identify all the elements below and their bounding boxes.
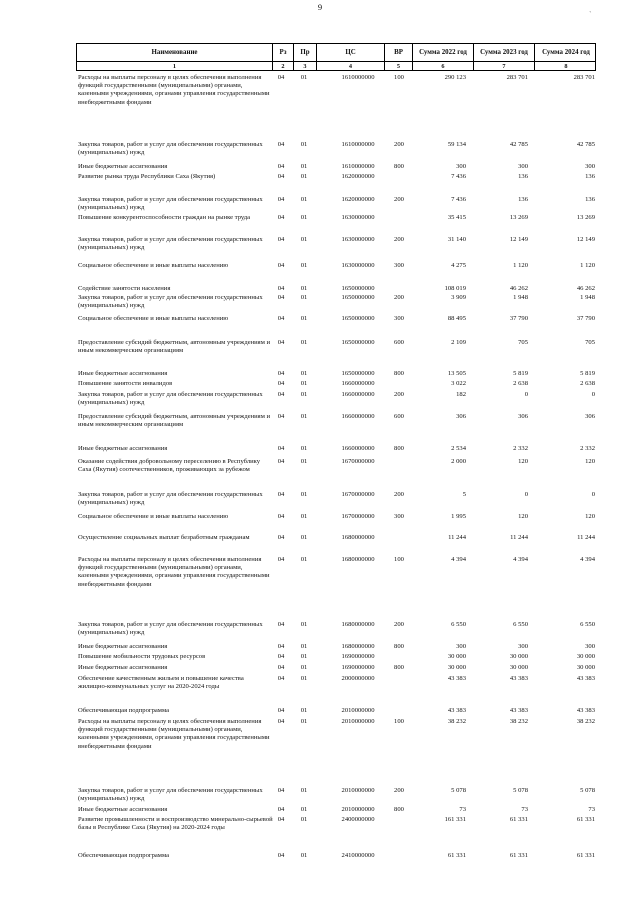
row-name: Закупка товаров, работ и услуг для обеспечения государственных (муниципальных) нужд (78, 236, 263, 252)
column-number: 7 (474, 62, 535, 70)
column-number: 6 (413, 62, 474, 70)
header-sum-2023: Сумма 2023 год (474, 44, 535, 61)
row-sum-2024: 5 078 (580, 787, 595, 794)
row-rz: 04 (277, 806, 285, 813)
row-vr: 200 (394, 787, 404, 794)
row-sum-2024: 43 383 (576, 707, 595, 714)
row-sum-2024: 2 638 (580, 380, 595, 387)
row-sum-2022: 30 000 (447, 664, 466, 671)
row-cs: 1690000000 (341, 653, 375, 660)
row-cs: 1670000000 (341, 491, 375, 498)
row-pr: 01 (300, 262, 308, 269)
row-cs: 1620000000 (341, 173, 375, 180)
row-cs: 2410000000 (341, 852, 375, 859)
row-vr: 800 (394, 370, 404, 377)
row-name: Развитие промышленности и воспроизводство минерально-сырьевой базы в Республике Саха (Якутия) на 2020-2024 годы (78, 816, 273, 832)
row-sum-2023: 705 (518, 339, 528, 346)
row-vr: 200 (394, 391, 404, 398)
row-cs: 1650000000 (341, 315, 375, 322)
row-pr: 01 (300, 445, 308, 452)
row-vr: 200 (394, 141, 404, 148)
row-sum-2024: 5 819 (580, 370, 595, 377)
row-sum-2022: 13 505 (447, 370, 466, 377)
row-sum-2024: 136 (585, 196, 595, 203)
row-sum-2022: 2 534 (451, 445, 466, 452)
row-rz: 04 (277, 380, 285, 387)
row-name: Закупка товаров, работ и услуг для обеспечения государственных (муниципальных) нужд (78, 621, 263, 637)
row-sum-2024: 300 (585, 643, 595, 650)
row-sum-2023: 300 (518, 163, 528, 170)
row-cs: 1610000000 (341, 74, 375, 81)
row-vr: 600 (394, 339, 404, 346)
row-name: Расходы на выплаты персоналу в целях обеспечения выполнения функций государственными (муниципальными) органами, казенными учреждениями, органами управления государственными внебюджетными фондами (78, 718, 270, 750)
row-sum-2023: 5 819 (513, 370, 528, 377)
row-sum-2023: 46 262 (509, 285, 528, 292)
header-rz: Рз (273, 44, 294, 61)
row-cs: 1680000000 (341, 643, 375, 650)
row-pr: 01 (300, 294, 308, 301)
row-cs: 1660000000 (341, 391, 375, 398)
row-pr: 01 (300, 315, 308, 322)
row-cs: 2000000000 (341, 675, 375, 682)
row-sum-2023: 73 (521, 806, 528, 813)
row-pr: 01 (300, 370, 308, 377)
row-sum-2024: 73 (588, 806, 595, 813)
row-sum-2022: 108 019 (444, 285, 466, 292)
row-sum-2024: 283 701 (573, 74, 595, 81)
row-cs: 1650000000 (341, 370, 375, 377)
column-number: 2 (273, 62, 294, 70)
row-sum-2022: 300 (456, 643, 466, 650)
row-sum-2023: 12 149 (509, 236, 528, 243)
row-cs: 2010000000 (341, 787, 375, 794)
row-sum-2023: 1 948 (513, 294, 528, 301)
row-sum-2022: 43 383 (447, 675, 466, 682)
row-name: Социальное обеспечение и иные выплаты населению (78, 513, 229, 520)
row-rz: 04 (277, 707, 285, 714)
row-sum-2023: 5 078 (513, 787, 528, 794)
row-rz: 04 (277, 173, 285, 180)
row-cs: 2400000000 (341, 816, 375, 823)
row-sum-2022: 31 140 (447, 236, 466, 243)
row-sum-2022: 1 995 (451, 513, 466, 520)
row-pr: 01 (300, 380, 308, 387)
row-pr: 01 (300, 852, 308, 859)
page-number: 9 (317, 2, 323, 12)
row-pr: 01 (300, 196, 308, 203)
row-pr: 01 (300, 534, 308, 541)
row-rz: 04 (277, 556, 285, 563)
row-pr: 01 (300, 491, 308, 498)
column-number: 4 (317, 62, 385, 70)
row-pr: 01 (300, 173, 308, 180)
row-name: Иные бюджетные ассигнования (78, 445, 168, 452)
row-rz: 04 (277, 391, 285, 398)
row-name: Обеспечивающая подпрограмма (78, 707, 170, 714)
column-number: 8 (564, 62, 568, 70)
row-pr: 01 (300, 339, 308, 346)
row-pr: 01 (300, 141, 308, 148)
row-sum-2023: 61 331 (509, 852, 528, 859)
row-rz: 04 (277, 534, 285, 541)
row-rz: 04 (277, 196, 285, 203)
corner-mark: ` (589, 10, 592, 19)
row-name: Социальное обеспечение и иные выплаты населению (78, 315, 229, 322)
row-pr: 01 (300, 458, 308, 465)
row-sum-2024: 11 244 (577, 534, 595, 541)
row-sum-2022: 5 (462, 491, 466, 498)
row-name: Закупка товаров, работ и услуг для обеспечения государственных (муниципальных) нужд (78, 196, 263, 212)
row-rz: 04 (277, 163, 285, 170)
row-rz: 04 (277, 787, 285, 794)
row-pr: 01 (300, 664, 308, 671)
row-sum-2023: 0 (524, 491, 528, 498)
row-sum-2024: 306 (585, 413, 595, 420)
row-sum-2022: 5 078 (451, 787, 466, 794)
row-pr: 01 (300, 787, 308, 794)
row-sum-2022: 43 383 (447, 707, 466, 714)
row-sum-2023: 38 232 (509, 718, 528, 725)
row-sum-2023: 1 120 (513, 262, 528, 269)
row-sum-2024: 300 (585, 163, 595, 170)
row-sum-2024: 6 550 (580, 621, 595, 628)
row-sum-2023: 30 000 (509, 653, 528, 660)
row-rz: 04 (277, 621, 285, 628)
row-name: Развитие рынка труда Республики Саха (Якутия) (78, 173, 216, 180)
row-sum-2024: 42 785 (576, 141, 595, 148)
row-pr: 01 (300, 707, 308, 714)
row-rz: 04 (277, 294, 285, 301)
row-cs: 1680000000 (341, 556, 375, 563)
column-number: 1 (77, 62, 273, 70)
row-pr: 01 (300, 513, 308, 520)
row-sum-2024: 30 000 (576, 664, 595, 671)
column-number: 3 (294, 62, 317, 70)
row-name: Предоставление субсидий бюджетным, автономным учреждениям и иным некоммерческим организациям (78, 413, 271, 429)
row-sum-2024: 46 262 (576, 285, 595, 292)
row-vr: 200 (394, 621, 404, 628)
header-vr: ВР (385, 44, 413, 61)
row-name: Социальное обеспечение и иные выплаты населению (78, 262, 229, 269)
row-rz: 04 (277, 141, 285, 148)
row-pr: 01 (300, 74, 308, 81)
row-sum-2022: 7 436 (451, 173, 466, 180)
row-vr: 200 (394, 491, 404, 498)
row-rz: 04 (277, 513, 285, 520)
header-sum-2024: Сумма 2024 год (542, 49, 590, 56)
row-sum-2022: 306 (456, 413, 466, 420)
row-rz: 04 (277, 339, 285, 346)
row-vr: 800 (394, 643, 404, 650)
row-sum-2022: 3 909 (451, 294, 466, 301)
row-pr: 01 (300, 718, 308, 725)
row-vr: 100 (394, 718, 404, 725)
row-name: Расходы на выплаты персоналу в целях обеспечения выполнения функций государственными (муниципальными) органами, казенными учреждениями, органами управления государственными внебюджетными фондами (78, 556, 270, 588)
row-pr: 01 (300, 163, 308, 170)
row-sum-2024: 0 (591, 491, 595, 498)
row-name: Обеспечивающая подпрограмма (78, 852, 170, 859)
row-sum-2023: 30 000 (509, 664, 528, 671)
row-sum-2022: 290 123 (444, 74, 466, 81)
row-rz: 04 (277, 643, 285, 650)
row-sum-2023: 120 (518, 458, 528, 465)
row-sum-2023: 0 (524, 391, 528, 398)
row-cs: 1680000000 (341, 534, 375, 541)
row-rz: 04 (277, 458, 285, 465)
row-rz: 04 (277, 74, 285, 81)
column-number: 5 (385, 62, 413, 70)
row-cs: 2010000000 (341, 707, 375, 714)
row-name: Содействие занятости населения (78, 285, 171, 292)
row-rz: 04 (277, 285, 285, 292)
row-pr: 01 (300, 413, 308, 420)
row-rz: 04 (277, 653, 285, 660)
row-sum-2022: 30 000 (447, 653, 466, 660)
row-cs: 1630000000 (341, 236, 375, 243)
row-sum-2024: 37 790 (576, 315, 595, 322)
row-sum-2024: 12 149 (576, 236, 595, 243)
row-cs: 1680000000 (341, 621, 375, 628)
row-cs: 1660000000 (341, 380, 375, 387)
row-pr: 01 (300, 391, 308, 398)
row-cs: 1650000000 (341, 285, 375, 292)
row-sum-2023: 136 (518, 196, 528, 203)
row-vr: 300 (394, 315, 404, 322)
row-pr: 01 (300, 816, 308, 823)
row-vr: 200 (394, 236, 404, 243)
row-rz: 04 (277, 852, 285, 859)
row-sum-2022: 182 (456, 391, 466, 398)
row-pr: 01 (300, 236, 308, 243)
row-rz: 04 (277, 413, 285, 420)
row-name: Обеспечение качественным жильем и повышение качества жилищно-коммунальных услуг на 2020-2024 годы (78, 675, 244, 691)
row-cs: 1650000000 (341, 294, 375, 301)
row-name: Расходы на выплаты персоналу в целях обеспечения выполнения функций государственными (муниципальными) органами, казенными учреждениями, органами управления государственными внебюджетными фондами (78, 74, 270, 106)
row-sum-2024: 13 269 (576, 214, 595, 221)
row-rz: 04 (277, 214, 285, 221)
row-sum-2024: 705 (585, 339, 595, 346)
row-pr: 01 (300, 653, 308, 660)
row-pr: 01 (300, 214, 308, 221)
row-sum-2022: 38 232 (447, 718, 466, 725)
row-sum-2022: 300 (456, 163, 466, 170)
row-rz: 04 (277, 816, 285, 823)
row-cs: 1650000000 (341, 339, 375, 346)
row-pr: 01 (300, 675, 308, 682)
row-cs: 2010000000 (341, 718, 375, 725)
row-sum-2023: 13 269 (509, 214, 528, 221)
row-vr: 100 (394, 556, 404, 563)
row-sum-2024: 120 (585, 513, 595, 520)
row-sum-2022: 161 331 (444, 816, 466, 823)
row-name: Повышение мобильности трудовых ресурсов (78, 653, 206, 660)
row-rz: 04 (277, 664, 285, 671)
row-sum-2022: 35 415 (447, 214, 466, 221)
row-sum-2024: 1 120 (580, 262, 595, 269)
row-cs: 1670000000 (341, 458, 375, 465)
row-sum-2024: 120 (585, 458, 595, 465)
row-sum-2022: 3 022 (451, 380, 466, 387)
row-sum-2023: 43 383 (509, 707, 528, 714)
row-cs: 1610000000 (341, 163, 375, 170)
row-name: Оказание содействия добровольному переселению в Республику Саха (Якутия) соотечественников, проживающих за рубежом (78, 458, 261, 474)
row-vr: 800 (394, 445, 404, 452)
header-cs: ЦС (317, 44, 385, 61)
row-pr: 01 (300, 806, 308, 813)
row-cs: 2010000000 (341, 806, 375, 813)
row-vr: 300 (394, 262, 404, 269)
row-name: Иные бюджетные ассигнования (78, 806, 168, 813)
row-name: Повышение занятости инвалидов (78, 380, 173, 387)
row-vr: 200 (394, 294, 404, 301)
row-pr: 01 (300, 643, 308, 650)
row-sum-2024: 1 948 (580, 294, 595, 301)
row-sum-2022: 2 000 (451, 458, 466, 465)
row-sum-2022: 11 244 (448, 534, 466, 541)
row-name: Иные бюджетные ассигнования (78, 643, 168, 650)
row-name: Иные бюджетные ассигнования (78, 664, 168, 671)
row-name: Закупка товаров, работ и услуг для обеспечения государственных (муниципальных) нужд (78, 141, 263, 157)
row-name: Закупка товаров, работ и услуг для обеспечения государственных (муниципальных) нужд (78, 294, 263, 310)
row-sum-2024: 2 332 (580, 445, 595, 452)
row-sum-2023: 11 244 (510, 534, 528, 541)
row-sum-2023: 306 (518, 413, 528, 420)
row-sum-2023: 37 790 (509, 315, 528, 322)
row-sum-2024: 4 394 (580, 556, 595, 563)
row-name: Иные бюджетные ассигнования (78, 370, 168, 377)
row-sum-2024: 30 000 (576, 653, 595, 660)
row-name: Предоставление субсидий бюджетным, автономным учреждениям и иным некоммерческим организациям (78, 339, 271, 355)
row-sum-2023: 42 785 (509, 141, 528, 148)
row-sum-2022: 6 550 (451, 621, 466, 628)
row-cs: 1630000000 (341, 262, 375, 269)
row-vr: 200 (394, 196, 404, 203)
row-rz: 04 (277, 675, 285, 682)
row-pr: 01 (300, 621, 308, 628)
row-sum-2024: 43 383 (576, 675, 595, 682)
row-sum-2023: 283 701 (506, 74, 528, 81)
row-cs: 1610000000 (341, 141, 375, 148)
row-name: Закупка товаров, работ и услуг для обеспечения государственных (муниципальных) нужд (78, 491, 263, 507)
row-sum-2022: 88 495 (447, 315, 466, 322)
row-sum-2023: 136 (518, 173, 528, 180)
header-pr: Пр (294, 44, 317, 61)
row-sum-2022: 59 134 (447, 141, 466, 148)
row-pr: 01 (300, 556, 308, 563)
row-sum-2023: 120 (518, 513, 528, 520)
row-sum-2024: 0 (591, 391, 595, 398)
row-sum-2022: 61 331 (447, 852, 466, 859)
row-vr: 800 (394, 664, 404, 671)
row-cs: 1660000000 (341, 445, 375, 452)
row-vr: 100 (394, 74, 404, 81)
row-sum-2024: 136 (585, 173, 595, 180)
row-rz: 04 (277, 718, 285, 725)
row-cs: 1620000000 (341, 196, 375, 203)
row-sum-2023: 6 550 (513, 621, 528, 628)
row-cs: 1690000000 (341, 664, 375, 671)
header-sum-2022: Сумма 2022 год (413, 44, 474, 61)
row-sum-2022: 4 394 (451, 556, 466, 563)
row-sum-2023: 4 394 (513, 556, 528, 563)
row-name: Иные бюджетные ассигнования (78, 163, 168, 170)
row-name: Закупка товаров, работ и услуг для обеспечения государственных (муниципальных) нужд (78, 391, 263, 407)
row-cs: 1630000000 (341, 214, 375, 221)
row-rz: 04 (277, 315, 285, 322)
header-name: Наименование (77, 44, 273, 61)
row-sum-2023: 43 383 (509, 675, 528, 682)
row-sum-2022: 4 275 (451, 262, 466, 269)
row-rz: 04 (277, 370, 285, 377)
row-rz: 04 (277, 491, 285, 498)
row-sum-2022: 7 436 (451, 196, 466, 203)
row-vr: 800 (394, 806, 404, 813)
row-name: Осуществление социальных выплат безработным гражданам (78, 534, 250, 541)
row-rz: 04 (277, 445, 285, 452)
row-sum-2023: 61 331 (509, 816, 528, 823)
row-sum-2024: 61 331 (576, 852, 595, 859)
row-pr: 01 (300, 285, 308, 292)
row-sum-2022: 2 109 (451, 339, 466, 346)
row-sum-2022: 73 (459, 806, 466, 813)
row-name: Повышение конкурентоспособности граждан на рынке труда (78, 214, 251, 221)
row-vr: 300 (394, 513, 404, 520)
row-vr: 600 (394, 413, 404, 420)
row-cs: 1670000000 (341, 513, 375, 520)
row-cs: 1660000000 (341, 413, 375, 420)
row-vr: 800 (394, 163, 404, 170)
row-rz: 04 (277, 236, 285, 243)
row-rz: 04 (277, 262, 285, 269)
row-sum-2023: 300 (518, 643, 528, 650)
row-sum-2023: 2 638 (513, 380, 528, 387)
row-sum-2024: 38 232 (576, 718, 595, 725)
row-name: Закупка товаров, работ и услуг для обеспечения государственных (муниципальных) нужд (78, 787, 263, 803)
row-sum-2023: 2 332 (513, 445, 528, 452)
row-sum-2024: 61 331 (576, 816, 595, 823)
